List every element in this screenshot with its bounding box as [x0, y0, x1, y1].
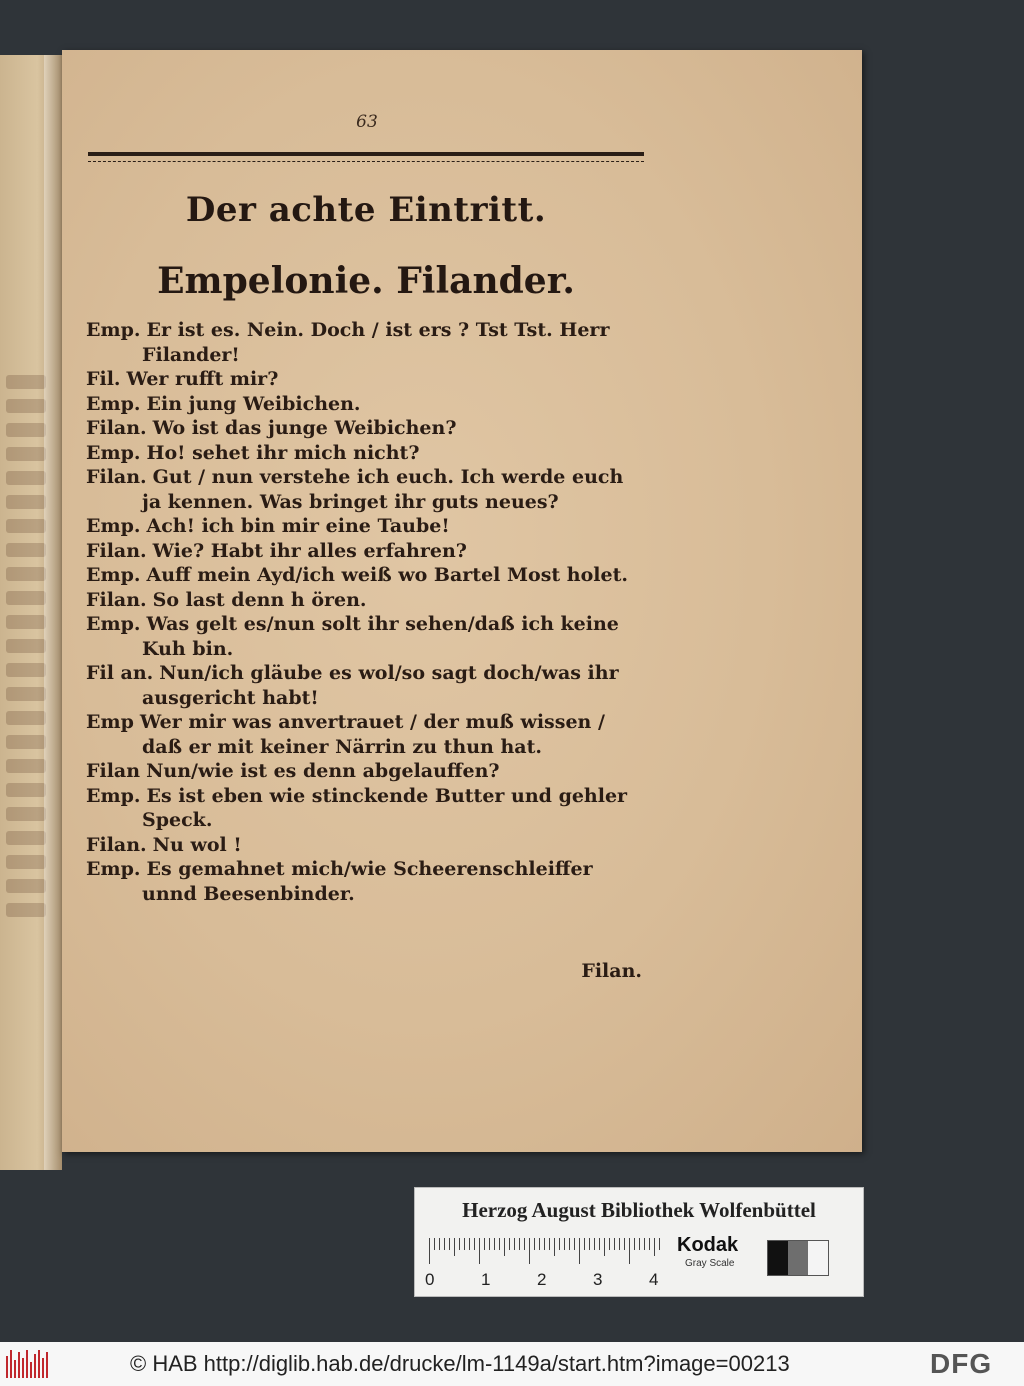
speaker-name: Fil an.: [86, 662, 154, 684]
ruler-tick: [504, 1238, 505, 1256]
dialogue-line: [86, 857, 646, 906]
speaker-name: Filan: [86, 760, 141, 782]
line-text: Wo ist das junge Weibichen?: [152, 417, 457, 439]
viewer-footer: [0, 1342, 1024, 1386]
line-text: Wer rufft mir?: [126, 368, 279, 390]
dialogue-line: [86, 759, 646, 784]
ruler-tick: [649, 1238, 650, 1250]
ruler-tick: [569, 1238, 570, 1250]
ruler-tick: [619, 1238, 620, 1250]
ruler-tick: [509, 1238, 510, 1250]
dialogue-line: [86, 710, 646, 759]
ruler-tick: [434, 1238, 435, 1250]
speaker-name: Filan.: [86, 588, 147, 611]
book-page: [62, 50, 862, 1152]
dialogue-line: [86, 539, 646, 564]
dialogue-line: [86, 612, 646, 661]
kodak-brand: Kodak: [677, 1234, 739, 1256]
line-text: Nun/ich gläube es wol/so sagt doch/was ihr ausgericht habt!: [142, 662, 619, 709]
ruler-label: 4: [649, 1270, 659, 1289]
ruler-tick: [484, 1238, 485, 1250]
dialogue-line: [86, 441, 646, 466]
ruler-tick: [449, 1238, 450, 1250]
copyright-url[interactable]: © HAB http://diglib.hab.de/drucke/lm-1149a/start.htm?image=00213: [130, 1351, 790, 1376]
ruler-tick: [629, 1238, 630, 1264]
ruler-tick: [554, 1238, 555, 1256]
ruler-tick: [474, 1238, 475, 1250]
gray-swatch: [788, 1241, 808, 1275]
catchword: Filan.: [581, 960, 642, 982]
ruler-tick: [579, 1238, 580, 1264]
dialogue-line: [86, 514, 646, 539]
ruler-tick: [469, 1238, 470, 1250]
dialogue-line: [86, 367, 646, 392]
dialogue-line: [86, 392, 646, 417]
ruler-tick: [499, 1238, 500, 1250]
dialogue-line: [86, 588, 646, 613]
speaker-name: Emp.: [86, 392, 141, 415]
speaker-name: Emp.: [86, 441, 141, 464]
scale-ruler: [429, 1234, 659, 1264]
page-number: 63: [356, 112, 378, 132]
ruler-tick: [464, 1238, 465, 1250]
ruler-tick: [604, 1238, 605, 1256]
ruler-tick: [534, 1238, 535, 1250]
line-text: Ho! sehet ihr mich nicht?: [146, 441, 420, 464]
ruler-tick: [639, 1238, 640, 1250]
ruler-tick: [584, 1238, 585, 1250]
ruler-tick: [514, 1238, 515, 1250]
dialogue-line: [86, 833, 646, 858]
speaker-name: Emp.: [86, 564, 141, 586]
ruler-tick: [644, 1238, 645, 1250]
ruler-label: 1: [481, 1270, 491, 1289]
gray-swatch: [808, 1241, 828, 1275]
gray-scale-label: Gray Scale: [685, 1258, 735, 1269]
ruler-tick: [549, 1238, 550, 1250]
speaker-name: Filan.: [86, 466, 147, 488]
line-text: Was gelt es/nun solt ihr sehen/daß ich keine Kuh bin.: [142, 613, 619, 660]
line-text: Er ist es. Nein. Doch / ist ers ? Tst Tst. Herr Filander!: [142, 319, 610, 366]
ruler-tick: [594, 1238, 595, 1250]
ruler-label: 3: [593, 1270, 603, 1289]
ruler-tick: [479, 1238, 480, 1264]
ruler-tick: [599, 1238, 600, 1250]
speaker-name: Filan.: [86, 833, 147, 856]
ruler-labels: [415, 1270, 675, 1292]
line-text: Ein jung Weibichen.: [146, 392, 361, 415]
ruler-label: 0: [425, 1270, 435, 1289]
ruler-tick: [519, 1238, 520, 1250]
ruler-tick: [659, 1238, 660, 1250]
speaker-name: Filan.: [86, 539, 147, 562]
characters-heading: Empelonie. Filander.: [157, 260, 575, 302]
ruler-tick: [439, 1238, 440, 1250]
ruler-label: 2: [537, 1270, 547, 1289]
dialogue-line: [86, 563, 646, 588]
line-text: Wer mir was anvertrauet / der muß wissen / daß er mit keiner Närrin zu thun hat.: [139, 711, 605, 758]
ruler-tick: [624, 1238, 625, 1250]
speaker-name: Emp.: [86, 858, 141, 880]
ruler-tick: [559, 1238, 560, 1250]
line-text: Es ist eben wie stinckende Butter und gehler Speck.: [142, 784, 628, 831]
dialogue-line: [86, 661, 646, 710]
barcode-logo-icon: [6, 1350, 50, 1378]
dialogue-line: [86, 318, 646, 367]
ruler-tick: [634, 1238, 635, 1250]
scene-title: Der achte Eintritt.: [185, 190, 547, 230]
ruler-tick: [429, 1238, 430, 1264]
ruler-tick: [539, 1238, 540, 1250]
ruler-tick: [489, 1238, 490, 1250]
line-text: Nu wol !: [152, 833, 242, 856]
ruler-tick: [564, 1238, 565, 1250]
line-text: Es gemahnet mich/wie Scheerenschleiffer unnd Beesenbinder.: [142, 858, 593, 905]
ruler-tick: [574, 1238, 575, 1250]
line-text: Wie? Habt ihr alles erfahren?: [152, 539, 467, 562]
line-text: Gut / nun verstehe ich euch. Ich werde euch ja kennen. Was bringet ihr guts neues?: [142, 466, 624, 513]
ruler-tick: [654, 1238, 655, 1256]
line-text: So last denn h ören.: [152, 588, 367, 611]
header-rule: [88, 152, 644, 162]
library-name: Herzog August Bibliothek Wolfenbüttel: [462, 1198, 816, 1222]
book-gutter: [44, 55, 62, 1170]
dialogue-line: [86, 784, 646, 833]
ruler-tick: [524, 1238, 525, 1250]
ruler-tick: [614, 1238, 615, 1250]
ruler-tick: [544, 1238, 545, 1250]
ruler-tick: [459, 1238, 460, 1250]
ruler-tick: [494, 1238, 495, 1250]
speaker-name: Emp.: [86, 319, 141, 341]
speaker-name: Fil.: [86, 368, 121, 390]
ruler-tick: [444, 1238, 445, 1250]
ruler-tick: [454, 1238, 455, 1256]
ruler-tick: [589, 1238, 590, 1250]
dialogue-line: [86, 416, 646, 441]
ruler-tick: [609, 1238, 610, 1250]
color-calibration-card: [414, 1187, 864, 1297]
dfg-logo: DFG: [930, 1348, 993, 1379]
gray-swatches: [767, 1240, 829, 1276]
dialogue-line: [86, 465, 646, 514]
speaker-name: Emp.: [86, 613, 141, 635]
line-text: Nun/wie ist es denn abgelauffen?: [146, 760, 500, 782]
gray-swatch: [768, 1241, 788, 1275]
speaker-name: Emp: [86, 711, 134, 733]
dialogue-text: [86, 318, 646, 906]
speaker-name: Filan.: [86, 417, 147, 439]
ruler-tick: [529, 1238, 530, 1264]
line-text: Ach! ich bin mir eine Taube!: [146, 515, 450, 537]
line-text: Auff mein Ayd/ich weiß wo Bartel Most holet.: [146, 564, 628, 586]
speaker-name: Emp.: [86, 515, 141, 537]
previous-page-ink-marks: [6, 375, 46, 927]
speaker-name: Emp.: [86, 784, 141, 807]
